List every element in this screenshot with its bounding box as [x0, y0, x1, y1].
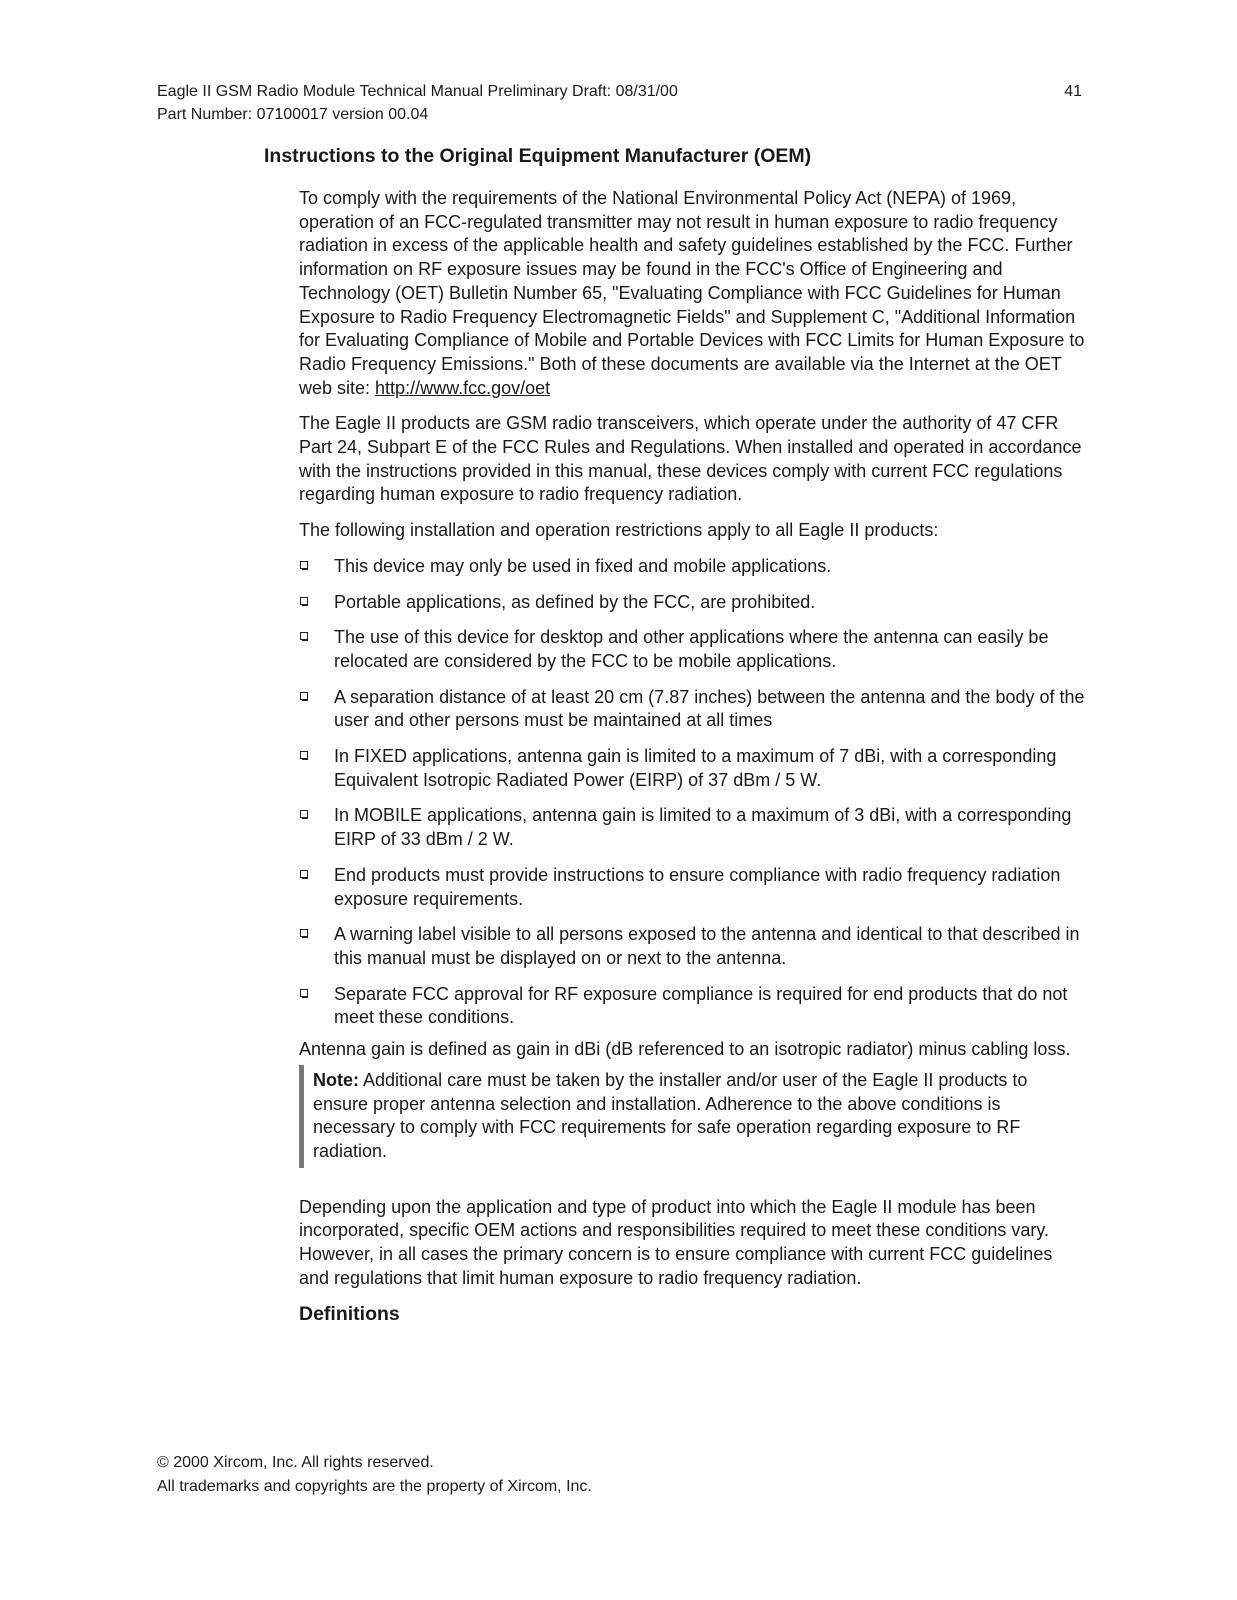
checkbox-bullet-icon [300, 632, 308, 640]
checkbox-bullet-icon [300, 751, 308, 759]
section-title: Instructions to the Original Equipment Manufacturer (OEM) [264, 145, 812, 167]
checkbox-bullet-icon [300, 597, 308, 605]
list-item: A separation distance of at least 20 cm (7.87 inches) between the antenna and the body of the user and other persons must be maintained at all times [299, 686, 1087, 733]
list-item: Separate FCC approval for RF exposure compliance is required for end products that do not meet these conditions. [299, 983, 1087, 1030]
paragraph-antenna-gain: Antenna gain is defined as gain in dBi (dB referenced to an isotropic radiator) minus cabling loss. [299, 1039, 1071, 1060]
list-item: This device may only be used in fixed and mobile applications. [299, 555, 1087, 579]
footer [157, 1451, 592, 1499]
footer-trademarks: All trademarks and copyrights are the property of Xircom, Inc. [157, 1478, 592, 1495]
checkbox-bullet-icon [300, 810, 308, 818]
paragraph-oem-actions: Depending upon the application and type of product into which the Eagle II module has been incorporated, specific OEM actions and responsibilities required to meet these conditions vary. However, in all cases the primary concern is to ensure compliance with current FCC guidelines and regulations that limit human exposure to radio frequency radiation. [299, 1196, 1053, 1288]
list-item: A warning label visible to all persons exposed to the antenna and identical to that described in this manual must be displayed on or next to the antenna. [299, 923, 1087, 970]
paragraph-nepa-text: To comply with the requirements of the National Environmental Policy Act (NEPA) of 1969, operation of an FCC-regulated transmitter may not result in human exposure to radio frequency radiation in excess of the applicable health and safety guidelines established by the FCC. Further information on RF exposure issues may be found in the FCC's Office of Engineering and Technology (OET) Bulletin Number 65, "Evaluating Compliance with FCC Guidelines for Human Exposure to Radio Frequency Electromagnetic Fields" and Supplement C, "Additional Information for Evaluating Compliance of Mobile and Portable Devices with FCC Limits for Human Exposure to Radio Frequency Emissions." Both of these documents are available via the Internet at the OET web site: [299, 188, 1085, 398]
checkbox-bullet-icon [300, 561, 308, 569]
body-content [299, 187, 1087, 1326]
checkbox-bullet-icon [300, 692, 308, 700]
definitions-heading: Definitions [299, 1303, 400, 1326]
restrictions-list [299, 555, 1087, 1030]
header-part-number: Part Number: 07100017 version 00.04 [157, 106, 429, 123]
list-item: The use of this device for desktop and other applications where the antenna can easily be relocated are considered by the FCC to be mobile applications. [299, 626, 1087, 673]
page-number: 41 [1064, 83, 1082, 100]
checkbox-bullet-icon [300, 929, 308, 937]
note-text: Additional care must be taken by the installer and/or user of the Eagle II products to ensure proper antenna selection and installation. Adherence to the above conditions is necessary to comply with FCC requirements for safe operation regarding exposure to RF radiation. [313, 1069, 1028, 1161]
list-item: Portable applications, as defined by the FCC, are prohibited. [299, 591, 1087, 615]
checkbox-bullet-icon [300, 870, 308, 878]
oet-link[interactable]: http://www.fcc.gov/oet [375, 377, 551, 398]
footer-copyright: © 2000 Xircom, Inc. All rights reserved. [157, 1454, 434, 1471]
paragraph-nepa [299, 187, 1087, 400]
list-item: In MOBILE applications, antenna gain is limited to a maximum of 3 dBi, with a corresponding EIRP of 33 dBm / 2 W. [299, 804, 1087, 851]
paragraph-products: The Eagle II products are GSM radio transceivers, which operate under the authority of 47 CFR Part 24, Subpart E of the FCC Rules and Regulations. When installed and operated in accordance with the instructions provided in this manual, these devices comply with current FCC regulations regarding human exposure to radio frequency radiation. [299, 413, 1082, 505]
list-item: End products must provide instructions to ensure compliance with radio frequency radiation exposure requirements. [299, 864, 1087, 911]
note-callout [299, 1065, 1087, 1168]
header-title: Eagle II GSM Radio Module Technical Manual Preliminary Draft: 08/31/00 [157, 83, 678, 100]
list-item: In FIXED applications, antenna gain is limited to a maximum of 7 dBi, with a corresponding Equivalent Isotropic Radiated Power (EIRP) of 37 dBm / 5 W. [299, 745, 1087, 792]
paragraph-restrictions-intro: The following installation and operation restrictions apply to all Eagle II products: [299, 520, 939, 541]
checkbox-bullet-icon [300, 989, 308, 997]
note-label: Note: [313, 1069, 359, 1090]
